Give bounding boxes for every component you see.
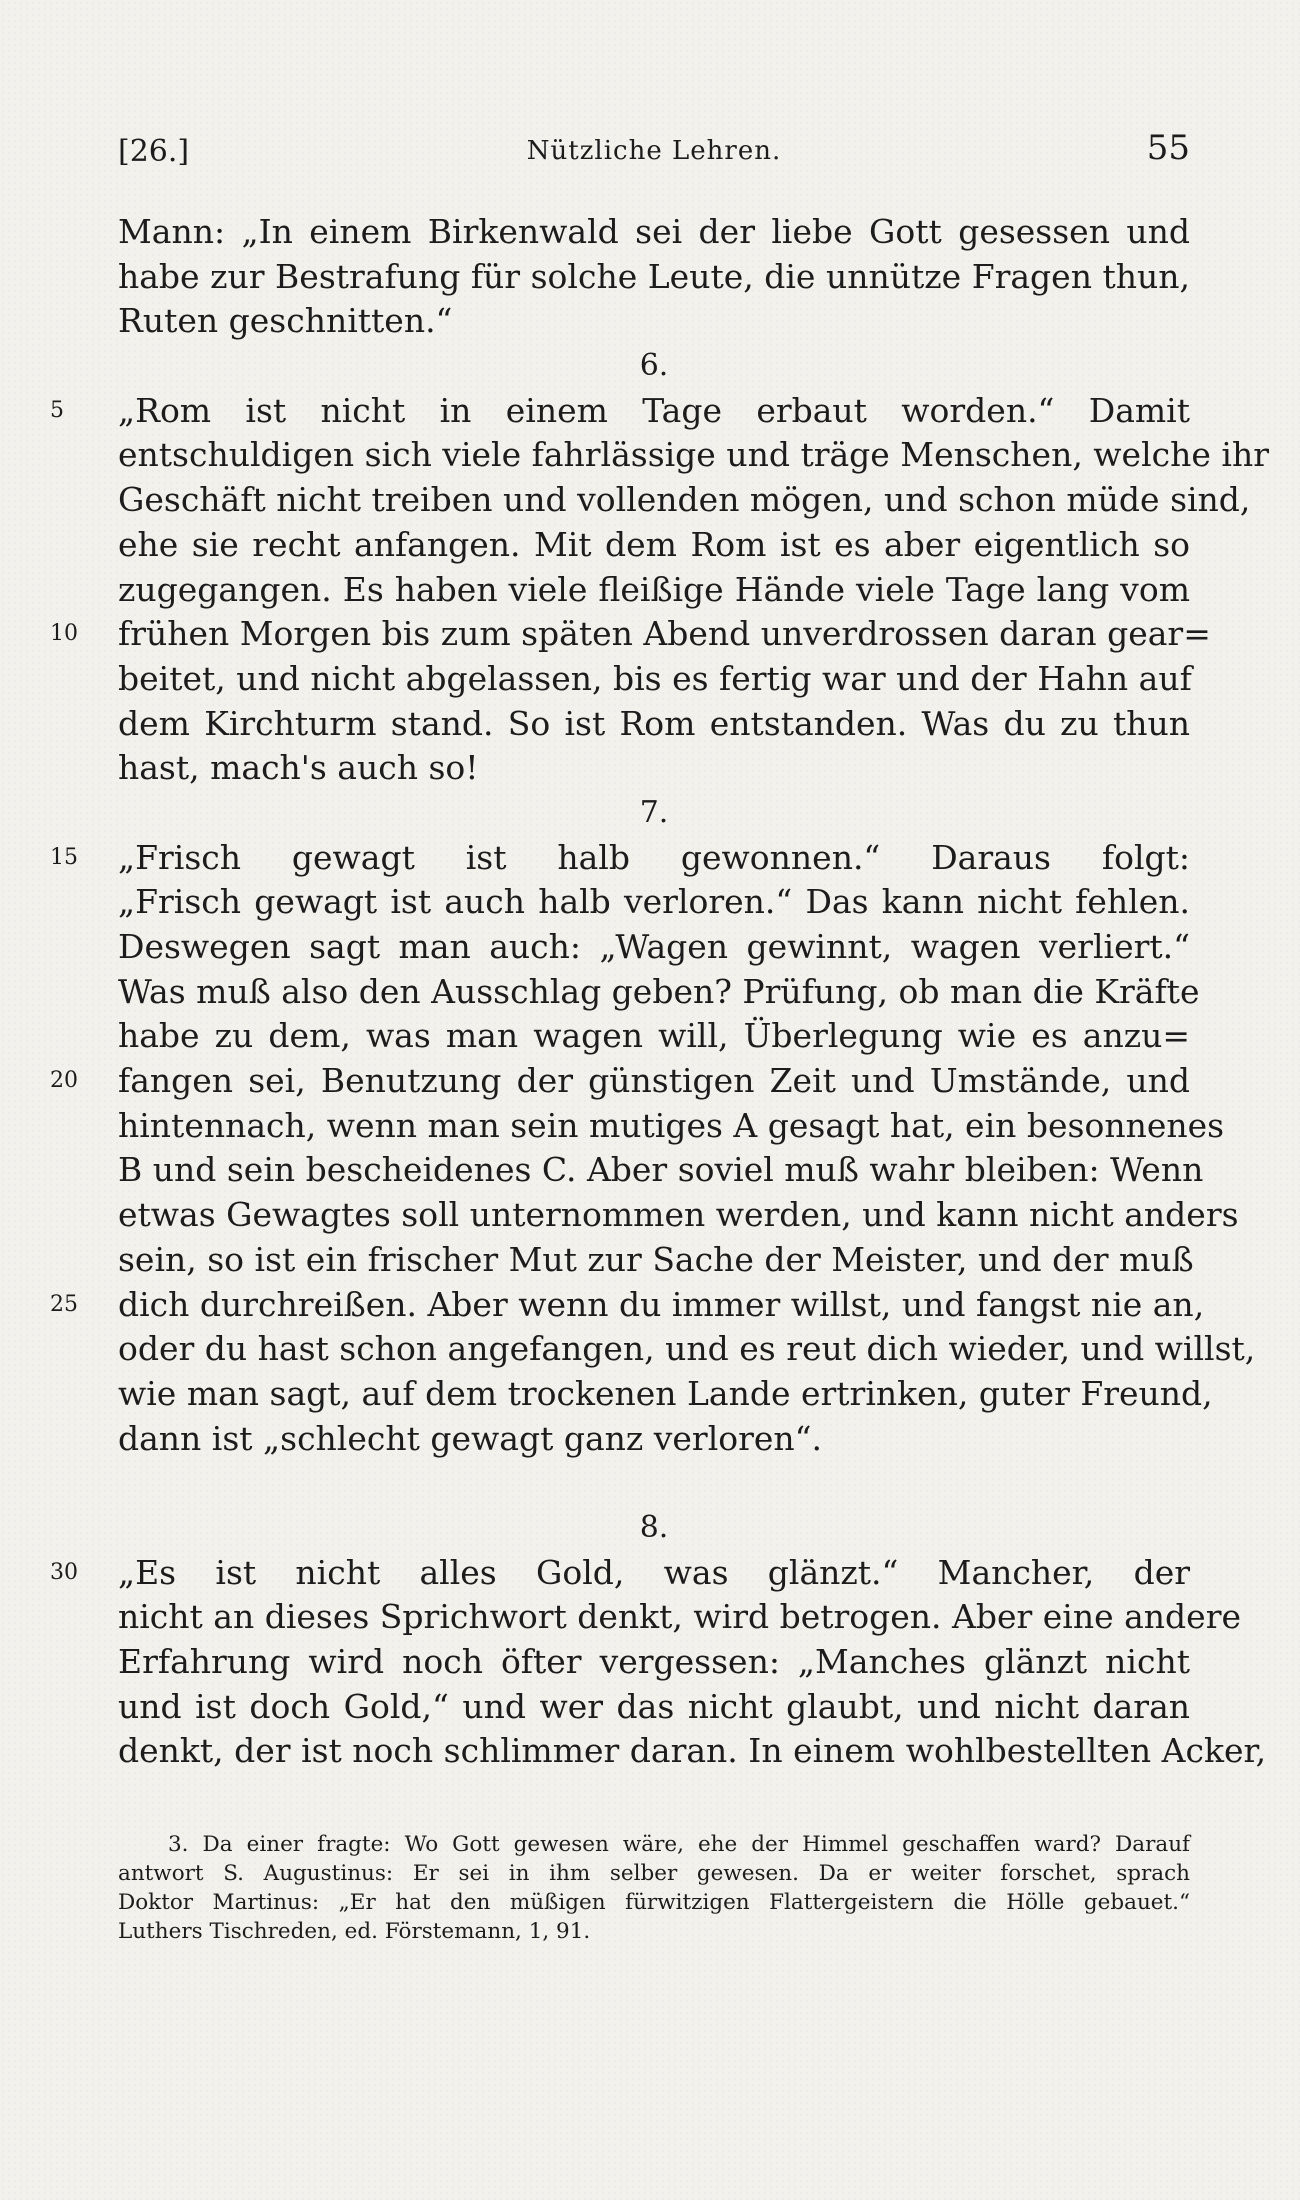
line-text: „Es ist nicht alles Gold, was glänzt.“ Mancher, der: [118, 1552, 1190, 1592]
text-line: [0, 433, 1300, 478]
text-line: [0, 1148, 1300, 1193]
text-line: [0, 1640, 1300, 1685]
section-heading: [0, 1506, 1300, 1551]
line-text: hintennach, wenn man sein mutiges A gesagt hat, ein besonnenes: [118, 1105, 1225, 1145]
page-body: [0, 210, 1300, 1774]
line-text: beitet, und nicht abgelassen, bis es fertig war und der Hahn auf: [118, 658, 1192, 698]
footnote-text: antwort S. Augustinus: Er sei in ihm selber gewesen. Da er weiter forschet, sprach: [118, 1861, 1190, 1886]
line-number: 15: [50, 844, 78, 870]
footnote-line: [118, 1917, 1190, 1946]
text-line: [0, 1595, 1300, 1640]
text-line: [0, 523, 1300, 568]
text-line: [0, 389, 1300, 434]
line-text: ehe sie recht anfangen. Mit dem Rom ist es aber eigentlich so: [118, 524, 1190, 564]
line-number: 30: [50, 1559, 78, 1585]
text-line: [0, 568, 1300, 613]
line-text: dich durchreißen. Aber wenn du immer willst, und fangst nie an,: [118, 1284, 1205, 1324]
text-line: [0, 925, 1300, 970]
line-text: dann ist „schlecht gewagt ganz verloren“.: [118, 1418, 823, 1458]
text-line: [0, 836, 1300, 881]
line-text: etwas Gewagtes soll unternommen werden, und kann nicht anders: [118, 1195, 1239, 1235]
section-heading: [0, 791, 1300, 836]
line-text: zugegangen. Es haben viele fleißige Hände viele Tage lang vom: [118, 569, 1190, 609]
text-line: [0, 478, 1300, 523]
line-text: oder du hast schon angefangen, und es reut dich wieder, und willst,: [118, 1329, 1256, 1369]
footnote-line: [118, 1830, 1190, 1859]
text-line: [0, 1014, 1300, 1059]
line-number: 10: [50, 621, 78, 647]
footnote-line: [118, 1888, 1190, 1917]
text-line: [0, 1461, 1300, 1506]
text-line: [0, 1729, 1300, 1774]
line-number: 25: [50, 1291, 78, 1317]
text-line: [0, 299, 1300, 344]
text-line: [0, 1417, 1300, 1462]
text-line: [0, 1685, 1300, 1730]
footnote-line: [118, 1859, 1190, 1888]
line-text: 6.: [639, 348, 669, 384]
footnote-text: 3. Da einer fragte: Wo Gott gewesen wäre, ehe der Himmel geschaffen ward? Darauf: [168, 1832, 1190, 1857]
page-number: 55: [1146, 128, 1190, 168]
line-text: und ist doch Gold,“ und wer das nicht glaubt, und nicht daran: [118, 1686, 1190, 1726]
line-text: nicht an dieses Sprichwort denkt, wird betrogen. Aber eine andere: [118, 1597, 1242, 1637]
line-number: 5: [50, 397, 64, 423]
text-line: [0, 1059, 1300, 1104]
text-line: [0, 746, 1300, 791]
line-text: „Frisch gewagt ist halb gewonnen.“ Daraus folgt:: [118, 837, 1190, 877]
text-line: [0, 1551, 1300, 1596]
section-number: [26.]: [118, 134, 190, 169]
text-line: [0, 210, 1300, 255]
line-text: hast, mach's auch so!: [118, 748, 479, 788]
line-text: B und sein bescheidenes C. Aber soviel muß wahr bleiben: Wenn: [118, 1150, 1204, 1190]
text-line: [0, 1104, 1300, 1149]
text-line: [0, 1283, 1300, 1328]
line-text: Erfahrung wird noch öfter vergessen: „Manches glänzt nicht: [118, 1642, 1190, 1681]
footnote-text: Doktor Martinus: „Er hat den müßigen fürwitzigen Flattergeistern die Hölle gebauet.“: [118, 1890, 1190, 1915]
line-text: „Frisch gewagt ist auch halb verloren.“ Das kann nicht fehlen.: [118, 882, 1190, 922]
line-text: denkt, der ist noch schlimmer daran. In einem wohlbestellten Acker,: [118, 1731, 1267, 1771]
line-text: sein, so ist ein frischer Mut zur Sache der Meister, und der muß: [118, 1239, 1194, 1279]
line-text: habe zur Bestrafung für solche Leute, die unnütze Fragen thun,: [118, 256, 1190, 296]
footnotes: [118, 1830, 1190, 1946]
line-text: habe zu dem, was man wagen will, Überlegung wie es anzu=: [118, 1016, 1190, 1056]
line-text: Deswegen sagt man auch: „Wagen gewinnt, wagen verliert.“: [118, 927, 1190, 966]
line-text: 8.: [639, 1509, 669, 1545]
section-heading: [0, 344, 1300, 389]
line-text: Was muß also den Ausschlag geben? Prüfung, ob man die Kräfte: [118, 971, 1200, 1011]
text-line: [0, 970, 1300, 1015]
line-text: Mann: „In einem Birkenwald sei der liebe Gott gesessen und: [118, 212, 1190, 251]
line-number: 20: [50, 1068, 78, 1094]
line-text: 7.: [639, 794, 669, 830]
line-text: „Rom ist nicht in einem Tage erbaut worden.“ Damit: [118, 390, 1190, 430]
line-text: entschuldigen sich viele fahrlässige und träge Menschen, welche ihr: [118, 435, 1269, 475]
line-text: dem Kirchturm stand. So ist Rom entstanden. Was du zu thun: [118, 703, 1190, 743]
text-line: [0, 702, 1300, 747]
footnote-text: Luthers Tischreden, ed. Förstemann, 1, 91.: [118, 1919, 591, 1944]
running-title: Nützliche Lehren.: [526, 136, 782, 166]
text-line: [0, 1193, 1300, 1238]
line-text: wie man sagt, auf dem trockenen Lande ertrinken, guter Freund,: [118, 1373, 1213, 1413]
line-text: fangen sei, Benutzung der günstigen Zeit und Umstände, und: [118, 1061, 1190, 1101]
text-line: [0, 1327, 1300, 1372]
text-line: [0, 255, 1300, 300]
running-header: [118, 128, 1190, 178]
line-text: Ruten geschnitten.“: [118, 301, 453, 341]
text-line: [0, 1372, 1300, 1417]
text-line: [0, 1238, 1300, 1283]
text-line: [0, 612, 1300, 657]
text-line: [0, 657, 1300, 702]
line-text: Geschäft nicht treiben und vollenden mögen, und schon müde sind,: [118, 480, 1251, 520]
text-line: [0, 880, 1300, 925]
line-text: frühen Morgen bis zum späten Abend unverdrossen daran gear=: [118, 614, 1211, 654]
